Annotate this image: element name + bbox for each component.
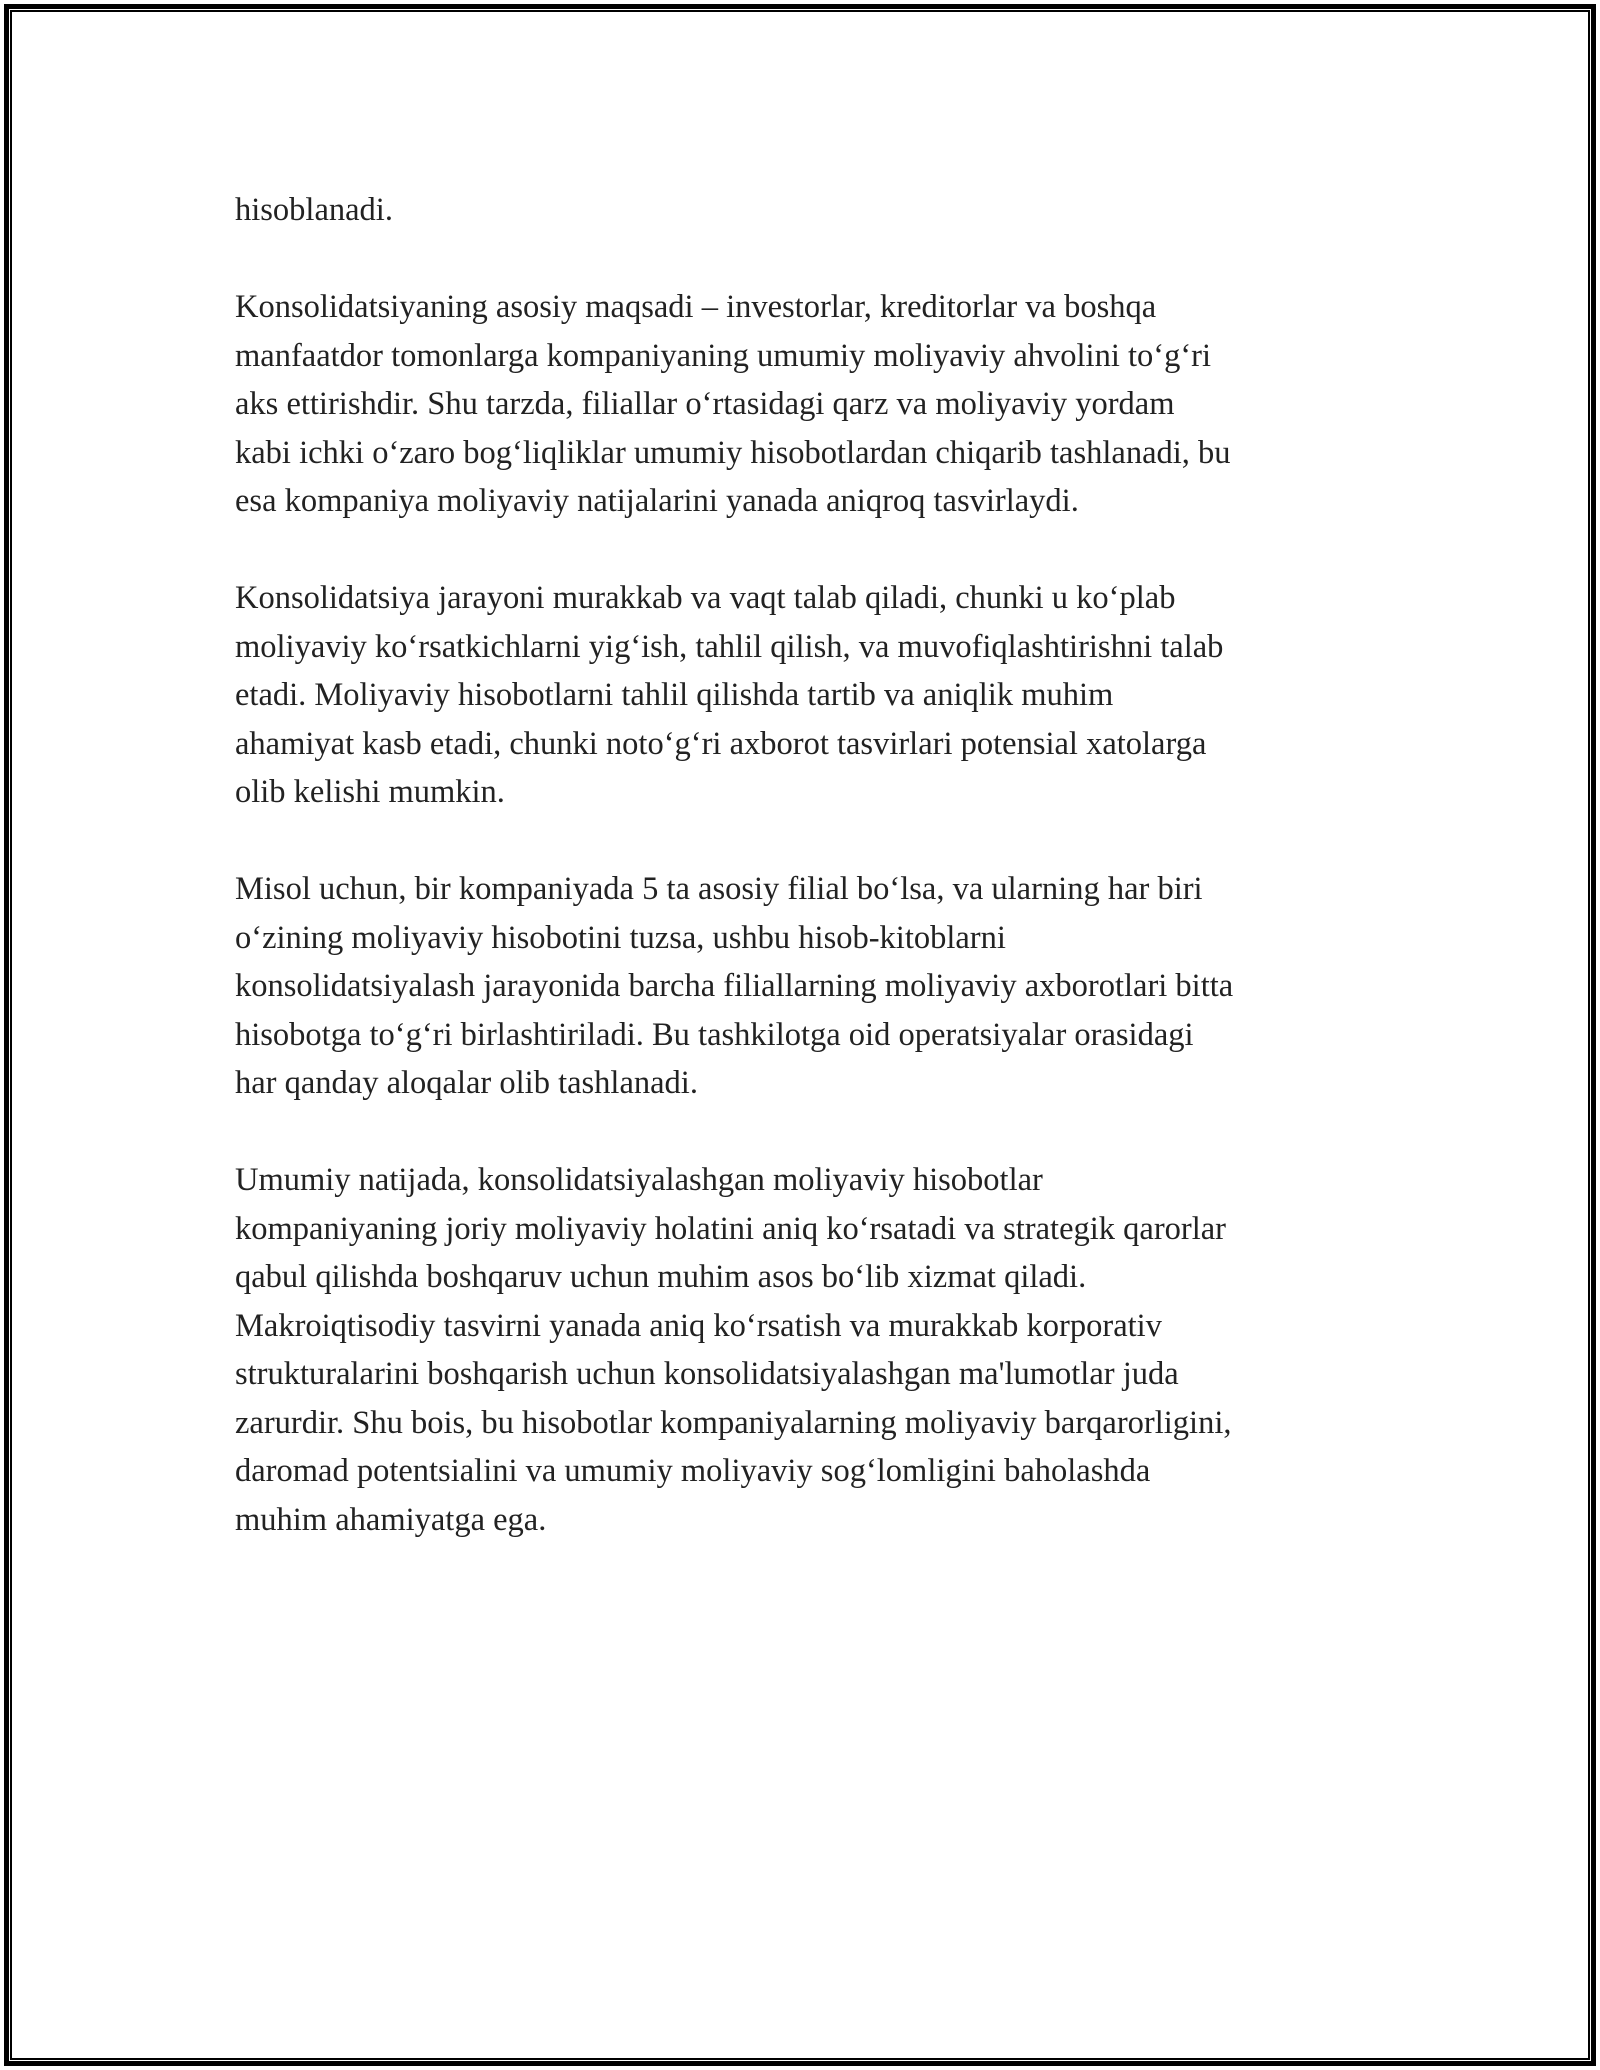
text-line: kompaniyaning joriy moliyaviy holatini aniq ko‘rsatadi va strategik qarorlar: [235, 1210, 1226, 1247]
text-line: esa kompaniya moliyaviy natijalarini yanada aniqroq tasvirlaydi.: [235, 483, 1079, 519]
paragraph-4: [235, 865, 1375, 1108]
text-line: har qanday aloqalar olib tashlanadi.: [235, 1065, 698, 1101]
text-line: aks ettirishdir. Shu tarzda, filiallar o‘rtasidagi qarz va moliyaviy yordam: [235, 386, 1175, 422]
text-line: kabi ichki o‘zaro bog‘liqliklar umumiy hisobotlardan chiqarib tashlanadi, bu: [235, 434, 1231, 471]
text-line: Misol uchun, bir kompaniyada 5 ta asosiy filial bo‘lsa, va ularning har biri: [235, 871, 1203, 907]
paragraph-1: [235, 186, 1375, 235]
paragraph-2: [235, 283, 1375, 526]
text-line: hisobotga to‘g‘ri birlashtiriladi. Bu tashkilotga oid operatsiyalar orasidagi: [235, 1016, 1194, 1053]
text-line: manfaatdor tomonlarga kompaniyaning umumiy moliyaviy ahvolini to‘g‘ri: [235, 337, 1212, 374]
paragraph-5: [235, 1156, 1375, 1544]
text-line: zarurdir. Shu bois, bu hisobotlar kompaniyalarning moliyaviy barqarorligini,: [235, 1404, 1232, 1441]
text-line: olib kelishi mumkin.: [235, 774, 505, 810]
document-body: [235, 186, 1375, 1593]
text-line: Makroiqtisodiy tasvirni yanada aniq ko‘rsatish va murakkab korporativ: [235, 1307, 1162, 1344]
text-line: o‘zining moliyaviy hisobotini tuzsa, ushbu hisob-kitoblarni: [235, 919, 1006, 956]
text-line: etadi. Moliyaviy hisobotlarni tahlil qilishda tartib va aniqlik muhim: [235, 677, 1114, 713]
text-line: qabul qilishda boshqaruv uchun muhim asos bo‘lib xizmat qiladi.: [235, 1259, 1087, 1295]
text-line: strukturalarini boshqarish uchun konsolidatsiyalashgan ma'lumotlar juda: [235, 1356, 1179, 1392]
text-line: konsolidatsiyalash jarayonida barcha filiallarning moliyaviy axborotlari bitta: [235, 968, 1234, 1004]
text-line: Konsolidatsiya jarayoni murakkab va vaqt talab qiladi, chunki u ko‘plab: [235, 580, 1176, 616]
text-line: Konsolidatsiyaning asosiy maqsadi – investorlar, kreditorlar va boshqa: [235, 289, 1157, 325]
text-line: daromad potentsialini va umumiy moliyaviy sog‘lomligini baholashda: [235, 1453, 1151, 1489]
text-line: ahamiyat kasb etadi, chunki noto‘g‘ri axborot tasvirlari potensial xatolarga: [235, 725, 1207, 762]
text-line: muhim ahamiyatga ega.: [235, 1501, 547, 1538]
text-line: Umumiy natijada, konsolidatsiyalashgan moliyaviy hisobotlar: [235, 1162, 1043, 1198]
text-line: moliyaviy ko‘rsatkichlarni yig‘ish, tahlil qilish, va muvofiqlashtirishni talab: [235, 628, 1224, 665]
text-line: hisoblanadi.: [235, 192, 393, 228]
paragraph-3: [235, 574, 1375, 817]
